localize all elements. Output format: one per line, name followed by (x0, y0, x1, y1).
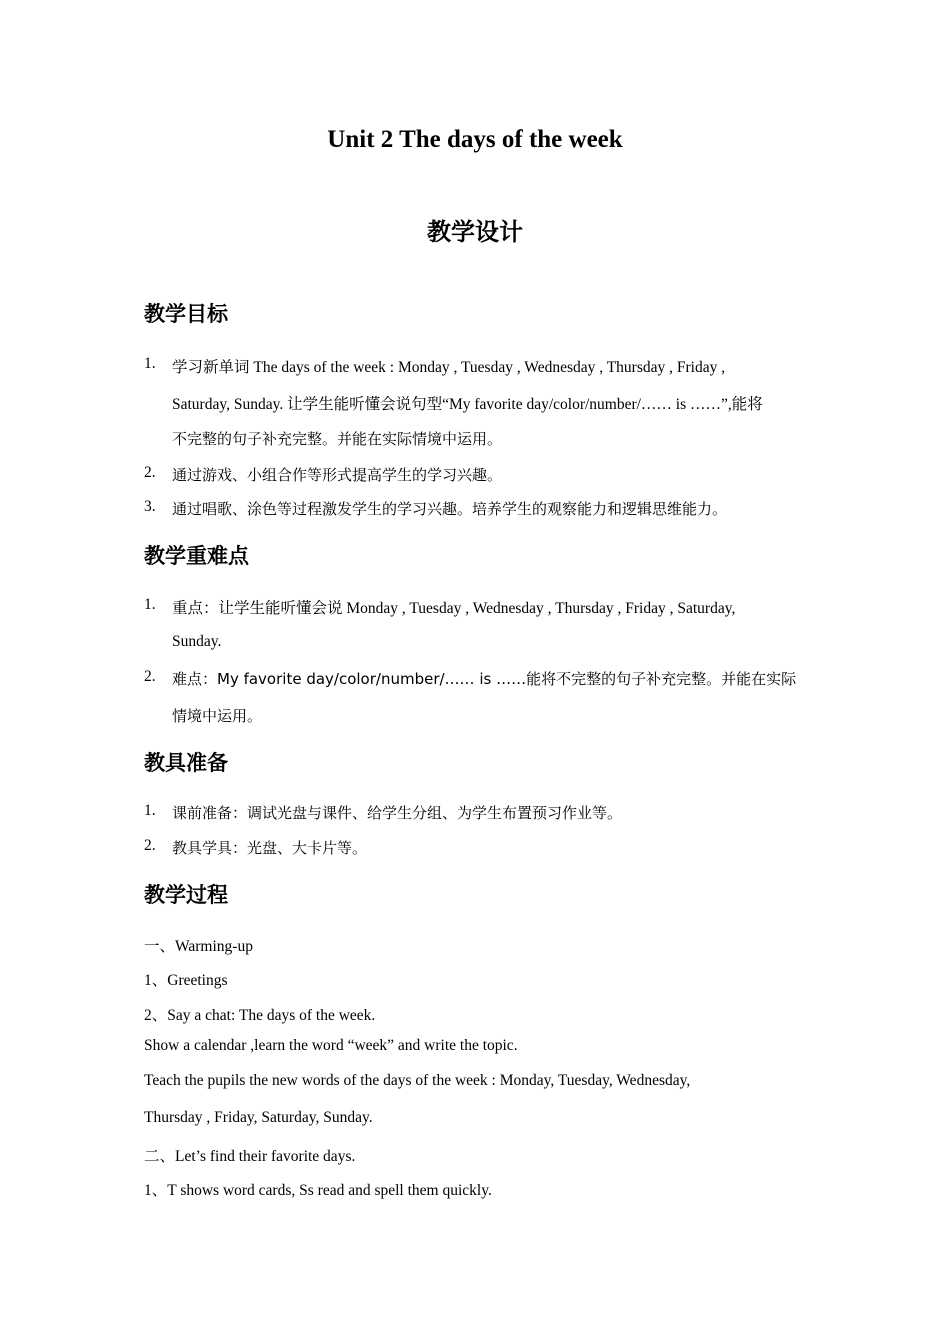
section-heading-objectives: 教学目标 (144, 302, 228, 326)
list-number: 3. (144, 498, 156, 515)
section-heading-materials: 教具准备 (144, 751, 228, 775)
list-number: 2. (144, 464, 156, 481)
list-item-line: 课前准备：调试光盘与课件、给学生分组、为学生布置预习作业等。 (172, 804, 623, 822)
list-item-line: 重点：让学生能听懂会说 Monday , Tuesday , Wednesday , Thursday , Friday , Saturday, (172, 600, 736, 617)
document-subtitle: 教学设计 (427, 218, 523, 246)
list-item-line: 教具学具：光盘、大卡片等。 (172, 839, 368, 857)
list-number: 2. (144, 837, 156, 854)
document-title: Unit 2 The days of the week (327, 126, 623, 153)
list-item-line: Sunday. (172, 633, 222, 650)
process-line: 1、Greetings (144, 972, 228, 989)
list-item-line: 不完整的句子补充完整。并能在实际情境中运用。 (172, 430, 503, 448)
list-item-line: Saturday, Sunday. 让学生能听懂会说句型“My favorite day/color/number/…… is ……”,能将 (172, 396, 763, 413)
list-item-line: 通过唱歌、涂色等过程激发学生的学习兴趣。培养学生的观察能力和逻辑思维能力。 (172, 500, 728, 518)
list-item-line: 情境中运用。 (172, 707, 263, 725)
list-item-line: 难点：My favorite day/color/number/…… is ……能将不完整的句子补充完整。并能在实际 (172, 670, 797, 688)
process-line: 二、Let’s find their favorite days. (144, 1148, 356, 1165)
list-item-line: 通过游戏、小组合作等形式提高学生的学习兴趣。 (172, 466, 503, 484)
list-number: 2. (144, 668, 156, 685)
list-number: 1. (144, 355, 156, 372)
section-heading-process: 教学过程 (144, 883, 228, 907)
process-line: Show a calendar ,learn the word “week” and write the topic. (144, 1037, 518, 1054)
list-number: 1. (144, 596, 156, 613)
process-line: Teach the pupils the new words of the days of the week : Monday, Tuesday, Wednesday, (144, 1072, 691, 1089)
process-line: Thursday , Friday, Saturday, Sunday. (144, 1109, 373, 1126)
process-line: 2、Say a chat: The days of the week. (144, 1007, 376, 1024)
section-heading-keypoints: 教学重难点 (144, 544, 249, 568)
process-line: 1、T shows word cards, Ss read and spell them quickly. (144, 1182, 492, 1199)
list-number: 1. (144, 802, 156, 819)
process-line: 一、Warming-up (144, 938, 253, 955)
list-item-line: 学习新单词 The days of the week : Monday , Tuesday , Wednesday , Thursday , Friday , (172, 359, 726, 376)
